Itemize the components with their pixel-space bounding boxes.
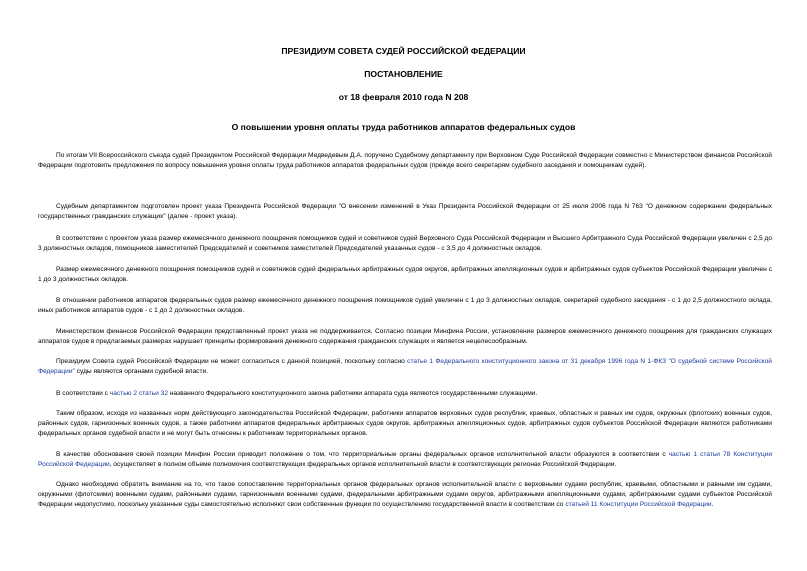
issuer-heading: ПРЕЗИДИУМ СОВЕТА СУДЕЙ РОССИЙСКОЙ ФЕДЕРАЦИИ <box>281 46 526 56</box>
paragraph-5: В отношении работников аппаратов федеральных судов размер ежемесячного денежного поощрения помощников судей увеличен с 1 до 3 должностных окладов, секретарей судебного заседания - с 1 до 2,5 должностного оклада, иных работников аппаратов судов - с 1 до 2 должностных окладов. <box>38 297 772 315</box>
document-type: ПОСТАНОВЛЕНИЕ <box>364 69 443 79</box>
paragraph-9: Таким образом, исходя из названных норм действующего законодательства Российской Федерации, работники аппаратов верховных судов республик, краевых, областных и равных им судов, окружных (флотских) военных судов, районных судов, гарнизонных военных судов, а также работники аппаратов федеральных арбитражных судов округов, арбитражных апелляционных судов, арбитражных судов субъектов Российской Федерации являются работниками федеральных органов судебной власти и не могут быть отнесены к работникам территориальных органов. <box>38 410 772 438</box>
paragraph-3: В соответствии с проектом указа размер ежемесячного денежного поощрения помощников судей и советников судей Верховного Суда Российской Федерации и Высшего Арбитражного Суда Российской Федерации увеличен с 2,5 до 3 должностных окладов, помощников заместителей Председателей и советников заместителей Председателей указанных судов - с 3,5 до 4 должностных окладов. <box>38 235 772 253</box>
paragraph-4: Размер ежемесячного денежного поощрения помощников судей и советников судей федеральных арбитражных судов округов, арбитражных апелляционных судов и арбитражных судов субъектов Российской Федерации увеличен с 1 до 3 должностных окладов. <box>38 266 772 284</box>
document-date-number: от 18 февраля 2010 года N 208 <box>338 92 469 102</box>
paragraph-8-text-a: В соответствии с <box>56 390 110 397</box>
constitution-article-78-link[interactable]: частью 1 статьи 78 Конституции Российской Федерации <box>38 451 772 469</box>
paragraph-1: По итогам VII Всероссийского съезда судей Президентом Российской Федерации Медведевым Д.А. поручено Судебному департаменту при Верховном Суде Российской Федерации совместно с Министерством финансов Российской Федерации подготовить предложения по вопросу повышения уровня оплаты труда работников аппаратов федеральных судов (прежде всего секретарям судебного заседания и помощникам судей). <box>38 152 772 170</box>
paragraph-10-text-a: В качестве обоснования своей позиции Минфин России приводит положение о том, что территориальные органы федеральных органов исполнительной власти образуются в соответствии с <box>56 451 669 458</box>
paragraph-8 <box>38 389 772 399</box>
paragraph-6: Министерством финансов Российской Федерации представленный проект указа не поддерживается. Согласно позиции Минфина России, установление размеров ежемесячного денежного поощрения для гражданских служащих аппаратов судов в предлагаемых размерах нарушает принципы формирования денежного содержания гражданских служащих и является нецелесообразным. <box>38 328 772 346</box>
paragraph-10 <box>38 450 772 470</box>
paragraph-10-text-b: , осуществляет в полном объеме полномочия соответствующих федеральных органов исполнительной власти в соответствующих регионах Российской Федерации. <box>109 461 617 469</box>
article-32-part-2-link[interactable]: частью 2 статьи 32 <box>109 390 168 397</box>
paragraph-7-text-b: суды являются органами судебной власти. <box>74 368 209 376</box>
paragraph-11 <box>38 480 772 511</box>
paragraph-7 <box>38 357 772 377</box>
fkz-article-1-link[interactable]: статье 1 Федерального конституционного закона от 31 декабря 1996 года N 1-ФКЗ "О судебной системе Российской Федерации" <box>38 358 772 376</box>
document-title: О повышении уровня оплаты труда работников аппаратов федеральных судов <box>231 122 576 132</box>
paragraph-7-text-a: Президиум Совета судей Российской Федерации не может согласиться с данной позицией, поскольку согласно <box>56 358 408 365</box>
constitution-article-11-link[interactable]: статьей 11 Конституции Российской Федерации <box>565 501 712 509</box>
paragraph-11-text-a: Однако необходимо обратить внимание на то, что такое сопоставление территориальных органов федеральных органов исполнительной власти с верховными судами республик, краевыми, областными и равными им судами, окружными (флотскими) военными судами, районными судами, гарнизонными военными судами, федеральными арбитражными судами округов, арбитражными апелляционными судами, арбитражными судами субъектов Российской Федерации недопустимо, поскольку указанные суды самостоятельно исполняют свои собственные функции по осуществлению государственной власти в соответствии со <box>38 481 772 509</box>
paragraph-11-text-b: . <box>711 501 714 509</box>
paragraph-2: Судебным департаментом подготовлен проект указа Президента Российской Федерации "О внесении изменений в Указ Президента Российской Федерации от 25 июля 2006 года N 763 "О денежном содержании федеральных государственных гражданских служащих" (далее - проект указа). <box>38 203 772 221</box>
paragraph-8-text-b: названного Федерального конституционного закона работники аппарата суда являются государственными служащими. <box>167 390 538 397</box>
